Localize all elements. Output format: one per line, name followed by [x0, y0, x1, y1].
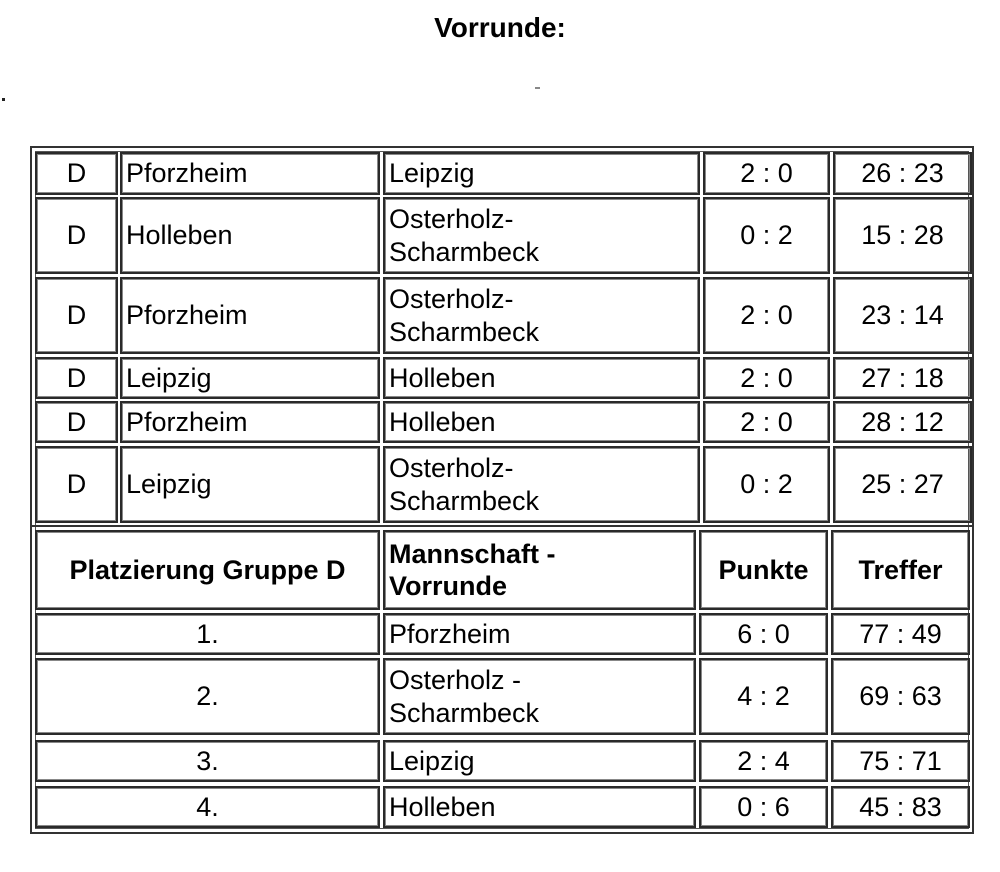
match-team1-cell — [120, 152, 380, 195]
match-goals-cell — [833, 401, 972, 443]
standing-points-cell — [699, 740, 828, 782]
match-group-cell-text: D — [66, 220, 87, 251]
standing-goals-cell — [831, 658, 970, 735]
match-goals-cell-text: 15 : 28 — [861, 220, 944, 251]
standing-team-cell-text: Pforzheim — [389, 618, 511, 649]
match-team1-cell-text: Holleben — [126, 220, 233, 251]
match-goals-cell — [833, 446, 972, 523]
standing-points-cell-text: 6 : 0 — [737, 618, 790, 649]
standing-goals-cell-text: 69 : 63 — [859, 681, 942, 712]
standing-rank-cell-text: 1. — [196, 618, 219, 649]
match-goals-cell — [833, 197, 972, 274]
match-team2-cell-text: Holleben — [389, 362, 496, 393]
match-team1-cell-text: Pforzheim — [126, 406, 248, 437]
match-team2-cell — [383, 197, 700, 274]
standing-goals-cell-text: 45 : 83 — [859, 791, 942, 822]
match-team1-cell-text: Leipzig — [126, 469, 212, 500]
match-team2-cell-text: Holleben — [389, 406, 496, 437]
match-points-cell — [703, 401, 830, 443]
match-goals-cell — [833, 357, 972, 399]
standing-points-cell — [699, 613, 828, 655]
standing-rank-cell — [35, 658, 380, 735]
match-goals-cell-text: 26 : 23 — [861, 158, 944, 189]
match-goals-cell — [833, 277, 972, 354]
scan-speck — [535, 87, 540, 89]
match-group-cell — [35, 197, 118, 274]
standing-points-cell-text: 4 : 2 — [737, 681, 790, 712]
standing-team-cell-text: Holleben — [389, 791, 496, 822]
match-points-cell-text: 2 : 0 — [740, 406, 793, 437]
header-placement — [35, 530, 380, 610]
match-goals-cell-text: 27 : 18 — [861, 362, 944, 393]
match-points-cell-text: 2 : 0 — [740, 362, 793, 393]
standing-points-cell — [699, 658, 828, 735]
section-divider — [32, 525, 972, 527]
match-team1-cell — [120, 401, 380, 443]
header-points — [699, 530, 828, 610]
match-team1-cell — [120, 357, 380, 399]
match-team2-cell — [383, 401, 700, 443]
standing-goals-cell — [831, 786, 970, 828]
match-team2-cell — [383, 277, 700, 354]
standing-rank-cell — [35, 740, 380, 782]
match-team2-cell — [383, 357, 700, 399]
standing-rank-cell-text: 2. — [196, 681, 219, 712]
standing-points-cell — [699, 786, 828, 828]
match-team2-cell-text: Osterholz- Scharmbeck — [389, 453, 540, 516]
standing-team-cell-text: Osterholz - Scharmbeck — [389, 665, 540, 728]
standing-team-cell — [383, 658, 696, 735]
match-team1-cell-text: Pforzheim — [126, 300, 248, 331]
header-placement-text: Platzierung Gruppe D — [69, 554, 346, 585]
match-group-cell — [35, 357, 118, 399]
standing-rank-cell-text: 4. — [196, 791, 219, 822]
match-group-cell-text: D — [66, 406, 87, 437]
match-points-cell-text: 2 : 0 — [740, 158, 793, 189]
standing-points-cell-text: 0 : 6 — [737, 791, 790, 822]
match-team2-cell — [383, 152, 700, 195]
match-team2-cell — [383, 446, 700, 523]
match-team1-cell-text: Pforzheim — [126, 158, 248, 189]
match-points-cell-text: 0 : 2 — [740, 469, 793, 500]
standing-team-cell-text: Leipzig — [389, 745, 475, 776]
header-team-text: Mannschaft - Vorrunde — [389, 538, 556, 601]
match-group-cell — [35, 152, 118, 195]
standing-rank-cell — [35, 786, 380, 828]
match-team1-cell-text: Leipzig — [126, 362, 212, 393]
match-team2-cell-text: Osterholz- Scharmbeck — [389, 204, 540, 267]
header-points-text: Punkte — [718, 554, 809, 585]
match-points-cell — [703, 152, 830, 195]
match-goals-cell — [833, 152, 972, 195]
match-group-cell-text: D — [66, 469, 87, 500]
page-title: Vorrunde: — [434, 12, 566, 43]
header-goals — [831, 530, 970, 610]
match-goals-cell-text: 23 : 14 — [861, 300, 944, 331]
standing-goals-cell-text: 75 : 71 — [859, 745, 942, 776]
header-goals-text: Treffer — [858, 554, 943, 585]
match-group-cell-text: D — [66, 300, 87, 331]
standing-rank-cell — [35, 613, 380, 655]
match-group-cell-text: D — [66, 362, 87, 393]
match-team2-cell-text: Osterholz- Scharmbeck — [389, 284, 540, 347]
standing-team-cell — [383, 613, 696, 655]
match-group-cell — [35, 446, 118, 523]
match-team1-cell — [120, 197, 380, 274]
match-team1-cell — [120, 277, 380, 354]
standing-rank-cell-text: 3. — [196, 745, 219, 776]
match-goals-cell-text: 28 : 12 — [861, 406, 944, 437]
scan-speck — [2, 98, 5, 101]
match-team1-cell — [120, 446, 380, 523]
standing-goals-cell — [831, 740, 970, 782]
header-team — [383, 530, 696, 610]
match-points-cell — [703, 277, 830, 354]
match-points-cell — [703, 357, 830, 399]
match-points-cell-text: 0 : 2 — [740, 220, 793, 251]
standing-points-cell-text: 2 : 4 — [737, 745, 790, 776]
match-points-cell — [703, 197, 830, 274]
standing-team-cell — [383, 786, 696, 828]
match-group-cell — [35, 401, 118, 443]
match-group-cell — [35, 277, 118, 354]
match-goals-cell-text: 25 : 27 — [861, 469, 944, 500]
match-group-cell-text: D — [66, 158, 87, 189]
standing-goals-cell — [831, 613, 970, 655]
standing-team-cell — [383, 740, 696, 782]
match-points-cell-text: 2 : 0 — [740, 300, 793, 331]
match-points-cell — [703, 446, 830, 523]
standing-goals-cell-text: 77 : 49 — [859, 618, 942, 649]
match-team2-cell-text: Leipzig — [389, 158, 475, 189]
